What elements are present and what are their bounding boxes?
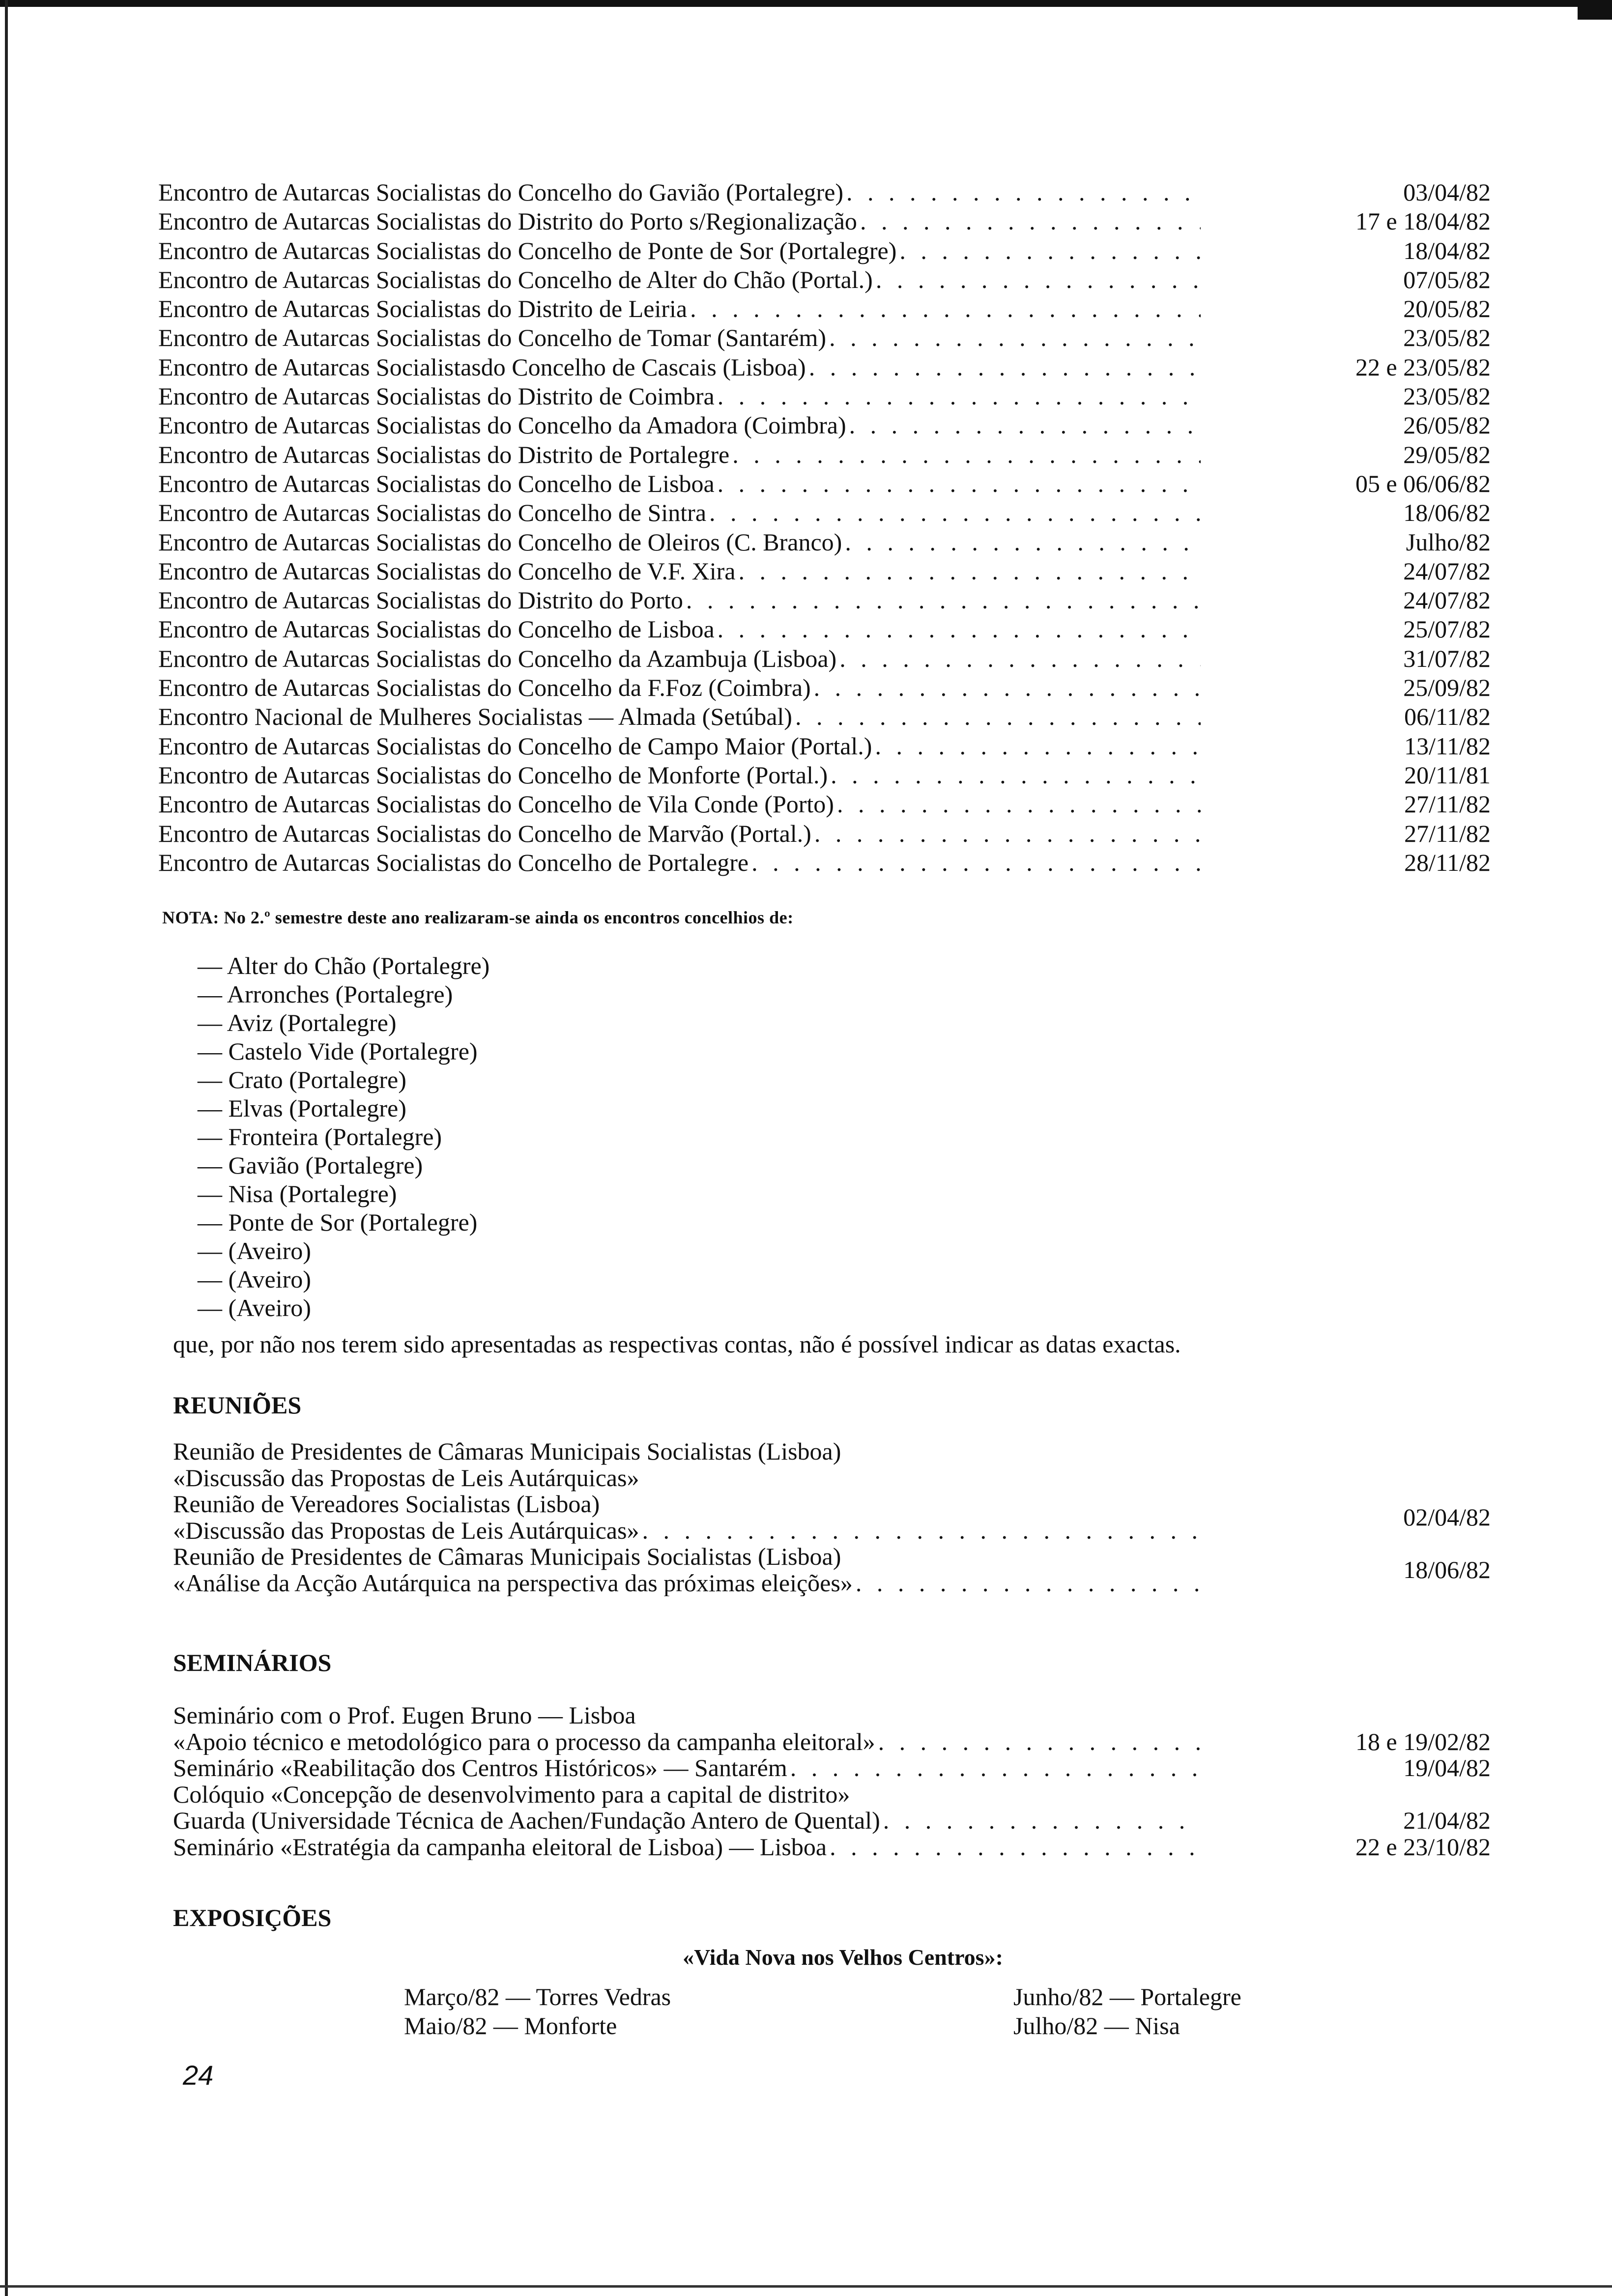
entry-label: «Discussão das Propostas de Leis Autárquicas» [173,1464,639,1492]
entry-date: 22 e 23/05/82 [1355,353,1491,381]
entry-row [158,644,1491,673]
entry-label: Encontro de Autarcas Socialistas do Concelho de Ponte de Sor (Portalegre) [158,236,897,264]
nota-text: NOTA: No 2.º semestre deste ano realizaram-se ainda os encontros concelhios de: [162,908,794,927]
entry-row [158,236,1491,265]
dot-leader [846,411,1201,440]
entry-date: Julho/82 [1406,528,1491,556]
entry-label: «Discussão das Propostas de Leis Autárquicas» [173,1517,639,1544]
entry-leader [158,411,1201,440]
dot-leader [842,528,1201,557]
entry-row [173,1808,1491,1834]
exposicao-item: Maio/82 — Monforte [404,2012,617,2039]
entry-label: Encontro de Autarcas Socialistas do Concelho de Alter do Chão (Portal.) [158,265,873,293]
entry-label: Seminário «Reabilitação dos Centros Históricos» — Santarém [173,1755,787,1781]
entry-label: Guarda (Universidade Técnica de Aachen/Fundação Antero de Quental) [173,1808,880,1834]
seminarios-heading: SEMINÁRIOS [173,1649,332,1676]
entry-date: 28/11/82 [1404,848,1491,876]
entry-date: 27/11/82 [1404,790,1491,818]
entry-date: 31/07/82 [1403,644,1491,672]
entry-date: 23/05/82 [1403,382,1491,410]
entry-label: Encontro de Autarcas Socialistas do Concelho de Marvão (Portal.) [158,819,811,847]
entry-leader [158,294,1201,323]
entry-row [173,1755,1491,1781]
concelho-item: — (Aveiro) [198,1294,311,1321]
entry-date: 03/04/82 [1403,178,1491,206]
dot-leader [687,294,1201,323]
entry-date: 27/11/82 [1404,819,1491,847]
exposicoes-left-column [404,1982,671,2040]
entry-row [158,323,1491,352]
entry-label: Encontro de Autarcas Socialistas do Concelho da Azambuja (Lisboa) [158,644,837,672]
entry-date: 21/04/82 [1403,1807,1491,1834]
entry-row [158,265,1491,294]
entry-date: 24/07/82 [1403,586,1491,614]
scan-bottom-border [0,2285,1612,2288]
concelho-item: — Crato (Portalegre) [198,1066,406,1093]
dot-leader [873,265,1201,294]
entry-date: 29/05/82 [1403,440,1491,468]
entry-date: 25/07/82 [1403,615,1491,643]
entry-leader [158,848,1201,877]
entry-row [158,819,1491,848]
entry-row [173,1781,1491,1808]
seminarios-list [173,1702,1491,1860]
entry-row [173,1729,1491,1755]
entry-date: 20/11/81 [1404,761,1491,789]
dot-leader [827,1834,1201,1861]
entry-date: 18/06/82 [1403,1555,1491,1583]
entry-label: Encontro de Autarcas Socialistas do Concelho de Campo Maior (Portal.) [158,732,872,760]
entry-leader [173,1570,1201,1597]
entry-label: Encontro de Autarcas Socialistas do Concelho de Monforte (Portal.) [158,761,828,789]
entry-row [158,469,1491,498]
concelho-item: — Gavião (Portalegre) [198,1151,423,1179]
entry-date: 05 e 06/06/82 [1355,469,1491,497]
entry-date: 02/04/82 [1403,1503,1491,1531]
entry-label: «Apoio técnico e metodológico para o processo da campanha eleitoral» [173,1728,875,1755]
entry-label: Encontro de Autarcas Socialistas do Concelho de Oleiros (C. Branco) [158,528,842,556]
entry-row [158,615,1491,644]
dot-leader [880,1808,1201,1834]
dot-leader [853,1570,1201,1597]
entry-label: Reunião de Vereadores Socialistas (Lisboa) [173,1490,600,1518]
entry-leader [173,1438,1201,1465]
entry-leader [158,586,1201,615]
dot-leader [683,586,1201,615]
entry-date: 22 e 23/10/82 [1355,1833,1491,1861]
entry-leader [158,761,1201,790]
entry-date: 17 e 18/04/82 [1355,207,1491,235]
entry-row [158,178,1491,207]
entry-leader [173,1808,1201,1834]
entry-date: 25/09/82 [1403,674,1491,702]
entry-label: Encontro de Autarcas Socialistas do Distrito de Leiria [158,295,688,323]
entry-label: Reunião de Presidentes de Câmaras Municipais Socialistas (Lisboa) [173,1543,841,1570]
dot-leader [834,790,1201,819]
concelho-item: — Castelo Vide (Portalegre) [198,1037,478,1065]
entry-leader [158,440,1201,469]
concelhios-list [198,951,489,1322]
dot-leader [729,440,1201,469]
concelho-item: — Ponte de Sor (Portalegre) [198,1208,478,1236]
entry-label: Encontro de Autarcas Socialistasdo Concelho de Cascais (Lisboa) [158,353,806,381]
exposicao-item: Julho/82 — Nisa [1013,2012,1180,2039]
entry-leader [158,178,1201,207]
page-number: 24 [183,2060,214,2091]
entry-label: Reunião de Presidentes de Câmaras Municipais Socialistas (Lisboa) [173,1437,841,1465]
dot-leader [792,702,1201,731]
entry-date: 19/04/82 [1403,1754,1491,1781]
dot-leader [826,323,1201,352]
entry-label: Colóquio «Concepção de desenvolvimento para a capital de distrito» [173,1780,850,1808]
entry-row [158,440,1491,469]
concelho-item: — Elvas (Portalegre) [198,1094,406,1122]
nota-conclusion: que, por não nos terem sido apresentadas as respectivas contas, não é possível indicar as datas exactas. [173,1330,1181,1358]
entry-label: Encontro de Autarcas Socialistas do Distrito de Coimbra [158,382,715,410]
entry-leader [158,498,1201,527]
entry-leader [158,702,1201,731]
entry-row [158,528,1491,557]
entry-leader [173,1755,1201,1781]
entry-row [158,207,1491,236]
dot-leader [896,236,1201,265]
entry-label: Encontro de Autarcas Socialistas do Concelho de Portalegre [158,848,749,876]
entry-label: Encontro de Autarcas Socialistas do Concelho de Tomar (Santarém) [158,324,827,352]
entry-row [158,673,1491,702]
entry-leader [173,1491,1201,1518]
entry-date: 18 e 19/02/82 [1355,1727,1491,1755]
dot-leader [828,761,1201,790]
entry-leader [158,236,1201,265]
entry-label: Encontro de Autarcas Socialistas do Concelho de Lisboa [158,615,715,643]
concelho-item: — Arronches (Portalegre) [198,980,453,1008]
concelho-item: — (Aveiro) [198,1237,311,1264]
entry-leader [158,265,1201,294]
entry-row [158,732,1491,761]
entry-leader [158,790,1201,819]
entry-row [158,353,1491,382]
entry-label: Seminário com o Prof. Eugen Bruno — Lisboa [173,1701,636,1729]
entry-leader [158,469,1201,498]
entry-date: 20/05/82 [1403,295,1491,323]
entry-date: 06/11/82 [1404,703,1491,731]
exposicoes-subtitle: «Vida Nova nos Velhos Centros»: [683,1945,1003,1970]
entry-label: Encontro de Autarcas Socialistas do Concelho de Sintra [158,499,707,527]
scan-top-border [0,0,1612,7]
entry-row [158,586,1491,615]
dot-leader [857,207,1201,236]
entry-label: Seminário «Estratégia da campanha eleitoral de Lisboa) — Lisboa [173,1834,827,1860]
dot-leader [811,819,1201,848]
entry-row [158,790,1491,819]
concelho-item: — Alter do Chão (Portalegre) [198,952,490,979]
entry-row [158,702,1491,731]
entry-leader [158,557,1201,586]
entry-date: 18/06/82 [1403,499,1491,527]
dot-leader [843,178,1201,207]
entry-leader [158,644,1201,673]
entry-leader [158,353,1201,382]
entry-label: Encontro de Autarcas Socialistas do Distrito do Porto s/Regionalização [158,207,857,235]
entry-row [158,411,1491,440]
reunioes-list [173,1438,1491,1596]
dot-leader [736,557,1201,586]
entry-leader [173,1834,1201,1861]
entry-date: 13/11/82 [1404,732,1491,760]
entry-date: 26/05/82 [1403,411,1491,439]
concelho-item: — Fronteira (Portalegre) [198,1123,442,1150]
entry-row [158,848,1491,877]
dot-leader [806,353,1201,382]
entry-leader [173,1781,1201,1808]
entry-row [173,1834,1491,1861]
entry-leader [173,1518,1201,1544]
entry-label: Encontro de Autarcas Socialistas do Concelho da Amadora (Coimbra) [158,411,846,439]
entry-leader [173,1729,1201,1755]
entry-label: «Análise da Acção Autárquica na perspectiva das próximas eleições» [173,1570,853,1596]
entry-label: Encontro de Autarcas Socialistas do Distrito do Porto [158,586,683,614]
entry-leader [158,732,1201,761]
dot-leader [875,1729,1201,1755]
entry-leader [158,382,1201,411]
dot-leader [715,615,1201,644]
entry-label: Encontro de Autarcas Socialistas do Concelho da F.Foz (Coimbra) [158,674,811,702]
entry-label: Encontro de Autarcas Socialistas do Concelho de Lisboa [158,469,715,497]
entry-date: 23/05/82 [1403,324,1491,352]
dot-leader [706,498,1201,527]
entry-leader [173,1465,1201,1492]
concelho-item: — Aviz (Portalegre) [198,1009,397,1036]
entry-leader [173,1544,1201,1570]
entry-row [158,382,1491,411]
entry-row [173,1438,1491,1465]
encontros-list [158,178,1491,877]
entry-leader [158,615,1201,644]
entry-row [158,557,1491,586]
entry-leader [158,207,1201,236]
entry-leader [158,528,1201,557]
entry-label: Encontro de Autarcas Socialistas do Concelho de Vila Conde (Porto) [158,790,834,818]
entry-leader [158,323,1201,352]
exposicoes-right-column [1013,1982,1241,2040]
dot-leader [715,469,1201,498]
exposicao-item: Junho/82 — Portalegre [1013,1983,1241,2010]
entry-label: Encontro Nacional de Mulheres Socialistas — Almada (Setúbal) [158,703,792,731]
dot-leader [836,644,1201,673]
entry-row [158,498,1491,527]
reunioes-heading: REUNIÕES [173,1391,302,1419]
entry-row [173,1702,1491,1729]
entry-row [158,294,1491,323]
exposicoes-heading: EXPOSIÇÕES [173,1904,332,1931]
entry-label: Encontro de Autarcas Socialistas do Concelho de V.F. Xira [158,557,736,585]
entry-date: 24/07/82 [1403,557,1491,585]
dot-leader [787,1755,1201,1781]
dot-leader [872,732,1201,761]
dot-leader [715,382,1201,411]
concelho-item: — (Aveiro) [198,1265,311,1293]
scan-corner-mark [1578,0,1612,20]
entry-row [158,761,1491,790]
entry-label: Encontro de Autarcas Socialistas do Concelho do Gavião (Portalegre) [158,178,844,206]
dot-leader [748,848,1201,877]
dot-leader [811,673,1201,702]
entry-leader [158,819,1201,848]
dot-leader [639,1518,1201,1544]
entry-row [173,1465,1491,1492]
entry-leader [173,1702,1201,1729]
exposicao-item: Março/82 — Torres Vedras [404,1983,671,2010]
entry-label: Encontro de Autarcas Socialistas do Distrito de Portalegre [158,440,730,468]
entry-date: 07/05/82 [1403,265,1491,293]
entry-leader [158,673,1201,702]
entry-date: 18/04/82 [1403,236,1491,264]
concelho-item: — Nisa (Portalegre) [198,1180,397,1207]
